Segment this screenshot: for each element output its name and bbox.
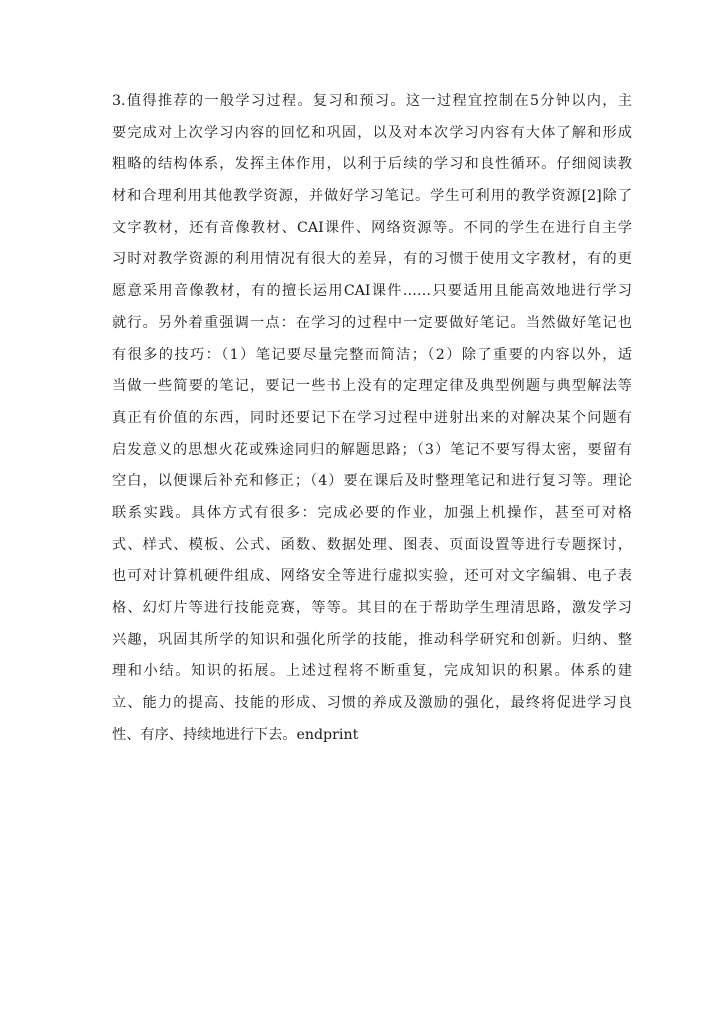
text-line-18: 兴趣，巩固其所学的知识和强化所学的技能，推动科学研究和创新。归纳、整	[112, 631, 632, 648]
text-line-20: 立、能力的提高、技能的形成、习惯的养成及激励的强化，最终将促进学习良	[112, 695, 632, 712]
text-line-2: 要完成对上次学习内容的回忆和巩固，以及对本次学习内容有大体了解和形成	[112, 124, 632, 141]
text-line-1: 3.值得推荐的一般学习过程。复习和预习。这一过程宜控制在5分钟以内，主	[112, 93, 632, 109]
text-line-12: 启发意义的思想火花或殊途同归的解题思路；（3）笔记不要写得太密，要留有	[112, 441, 632, 458]
text-line-9: 有很多的技巧：（1）笔记要尽量完整而简洁；（2）除了重要的内容以外，适	[112, 346, 632, 363]
text-line-16: 也可对计算机硬件组成、网络安全等进行虚拟实验，还可对文字编辑、电子表	[112, 568, 632, 585]
text-line-14: 联系实践。具体方式有很多：完成必要的作业，加强上机操作，甚至可对格	[112, 504, 632, 521]
text-line-13: 空白，以便课后补充和修正；（4）要在课后及时整理笔记和进行复习等。理论	[112, 473, 632, 490]
text-line-10: 当做一些简要的笔记，要记一些书上没有的定理定律及典型例题与典型解法等	[112, 378, 632, 395]
text-line-21: 性、有序、持续地进行下去。endprint	[112, 726, 359, 743]
text-line-8: 就行。另外着重强调一点：在学习的过程中一定要做好笔记。当然做好笔记也	[112, 314, 632, 331]
text-line-19: 理和小结。知识的拓展。上述过程将不断重复，完成知识的积累。体系的建	[112, 663, 632, 680]
text-line-3: 粗略的结构体系，发挥主体作用，以利于后续的学习和良性循环。仔细阅读教	[112, 156, 632, 173]
body-paragraph	[112, 86, 632, 751]
text-line-4: 材和合理利用其他教学资源，并做好学习笔记。学生可利用的教学资源[2]除了	[112, 188, 632, 205]
text-line-5: 文字教材，还有音像教材、CAI课件、网络资源等。不同的学生在进行自主学	[112, 219, 632, 236]
text-line-6: 习时对教学资源的利用情况有很大的差异，有的习惯于使用文字教材，有的更	[112, 251, 632, 268]
text-line-11: 真正有价值的东西，同时还要记下在学习过程中迸射出来的对解决某个问题有	[112, 409, 632, 426]
text-line-17: 格、幻灯片等进行技能竞赛，等等。其目的在于帮助学生理清思路，激发学习	[112, 600, 632, 616]
text-line-7: 愿意采用音像教材，有的擅长运用CAI课件……只要适用且能高效地进行学习	[112, 283, 632, 300]
text-line-15: 式、样式、模板、公式、函数、数据处理、图表、页面设置等进行专题探讨，	[112, 536, 632, 553]
